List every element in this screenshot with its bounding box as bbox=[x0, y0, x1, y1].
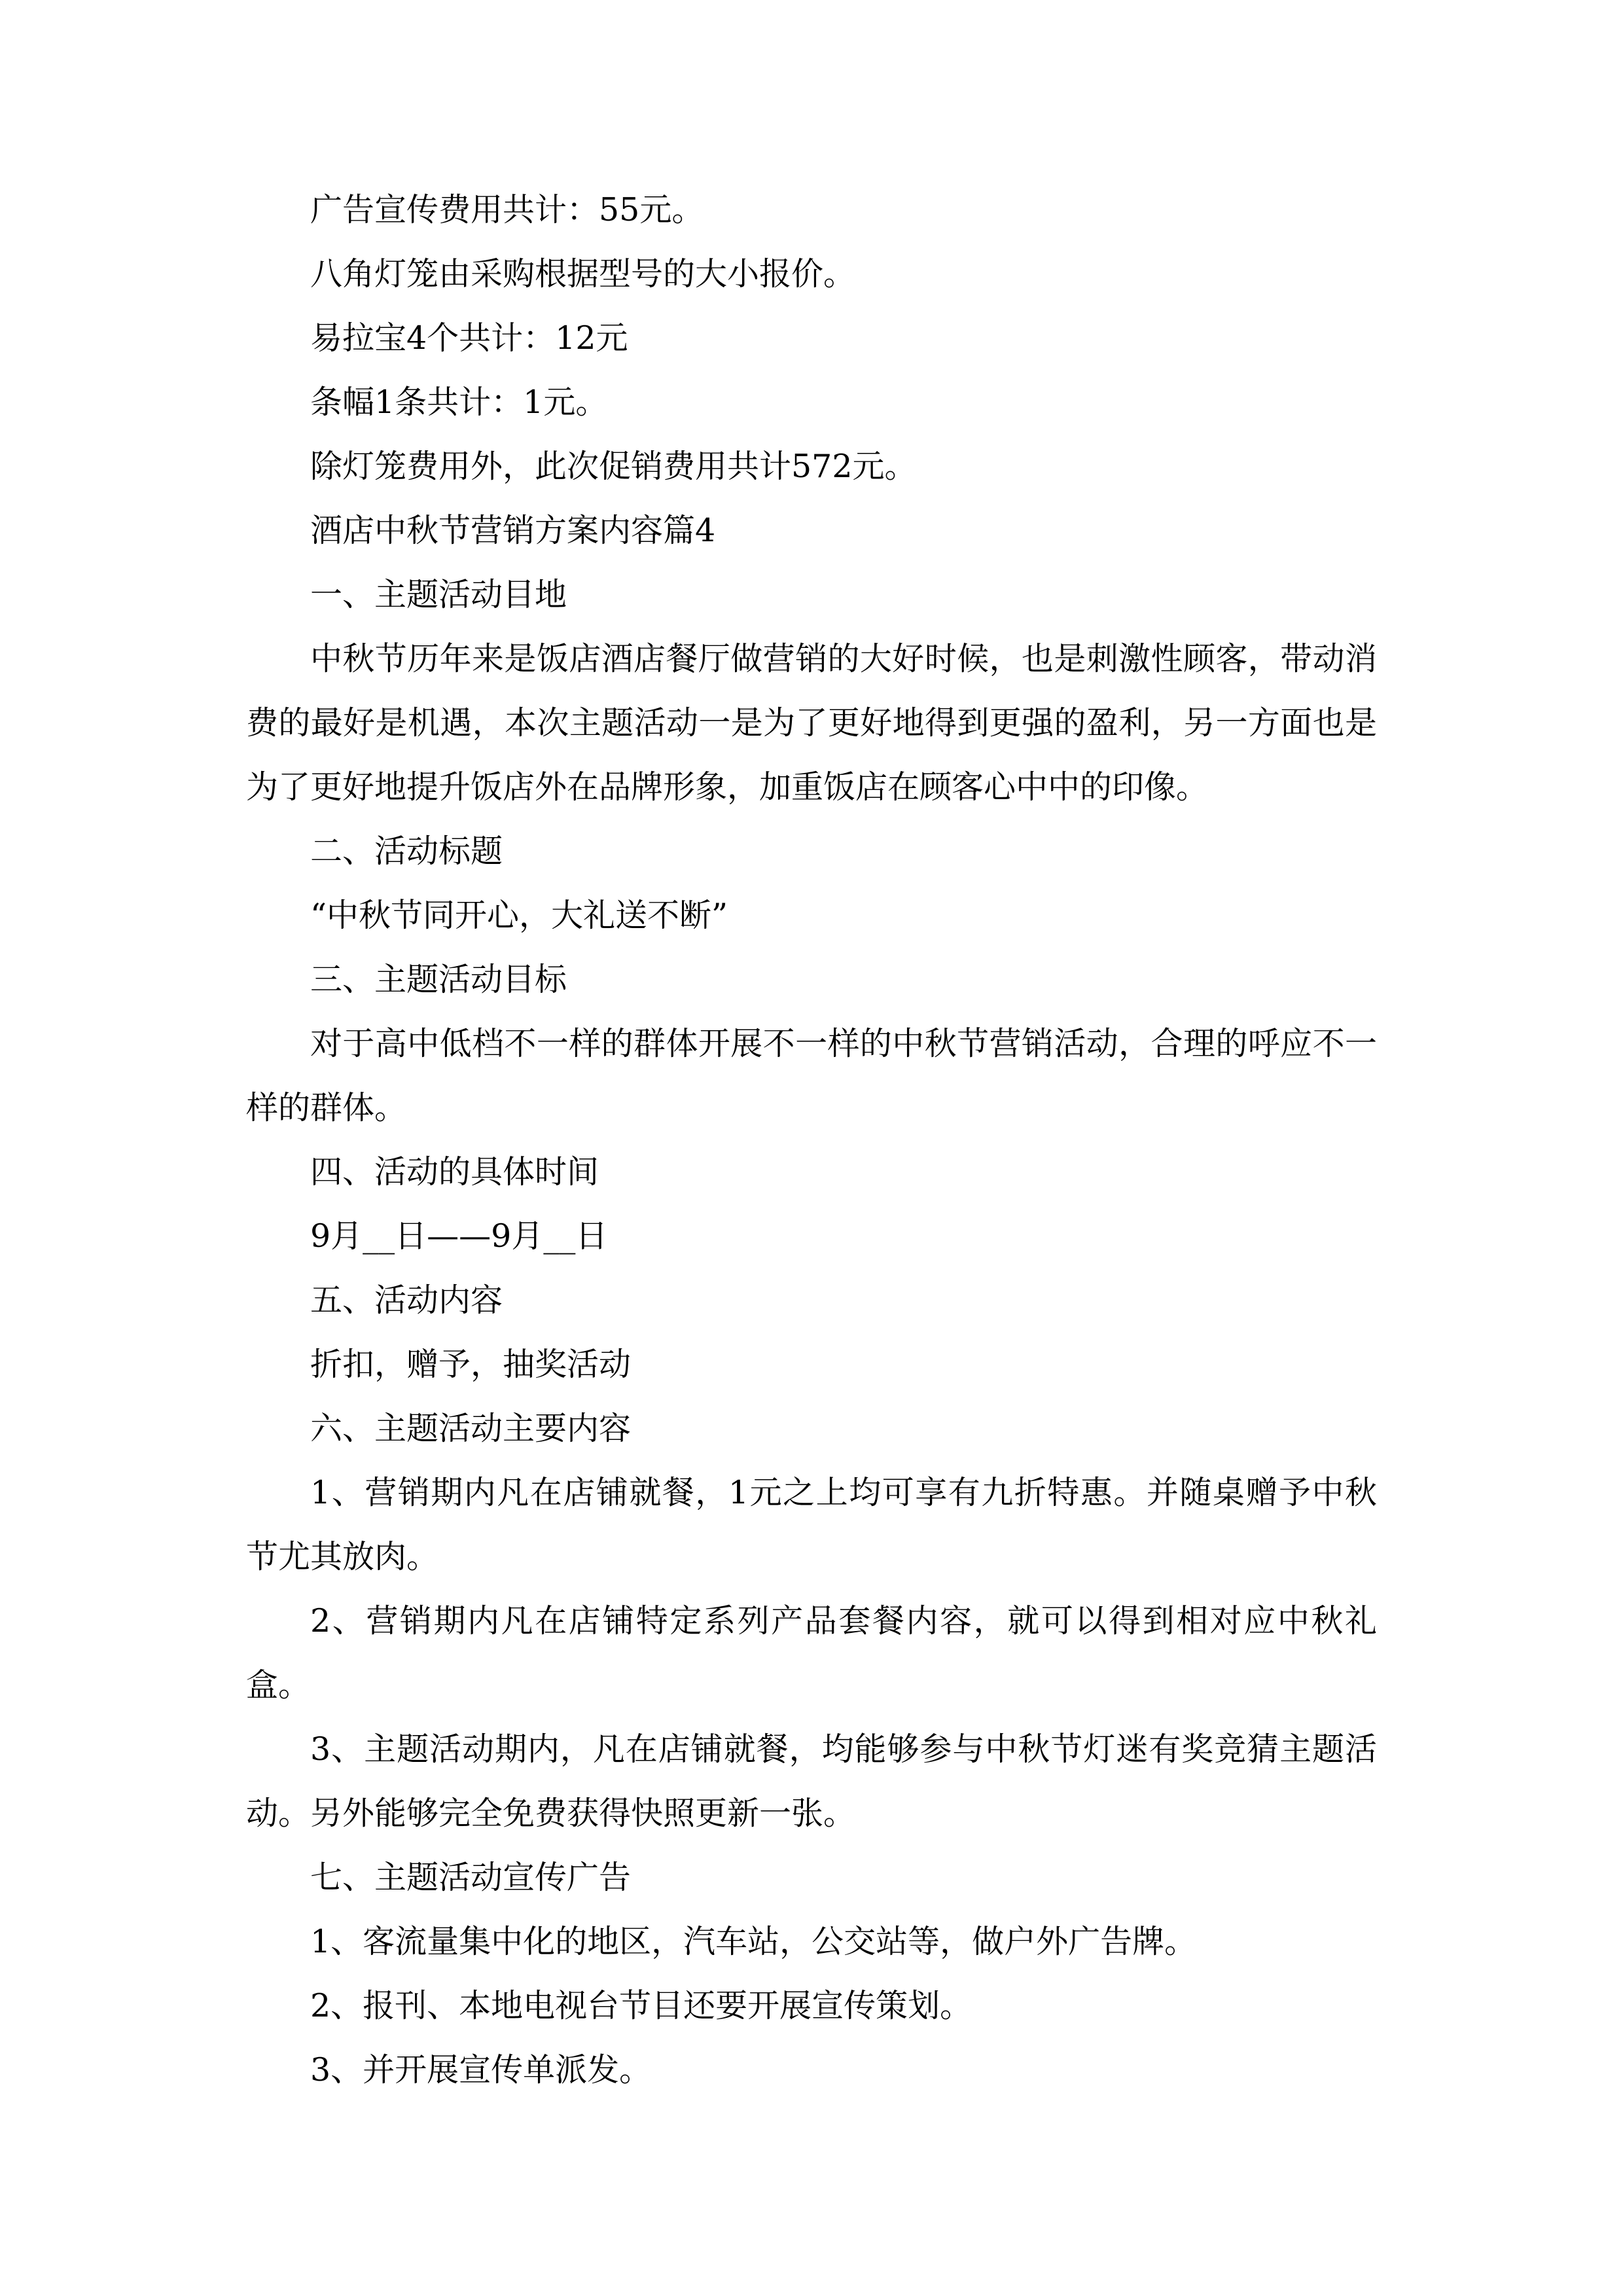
paragraph-ad-cost-total: 广告宣传费用共计：55元。 bbox=[310, 191, 704, 228]
heading-activity-purpose: 一、主题活动目地 bbox=[310, 576, 567, 613]
heading-promotion-ads: 七、主题活动宣传广告 bbox=[310, 1859, 632, 1896]
heading-activity-time: 四、活动的具体时间 bbox=[310, 1153, 599, 1191]
paragraph-rollup-banner-cost: 易拉宝4个共计：12元 bbox=[310, 319, 628, 357]
list-item-outdoor-billboards: 1、客流量集中化的地区，汽车站，公交站等，做户外广告牌。 bbox=[310, 1923, 1197, 1960]
list-item-flyer-distribution: 3、并开展宣传单派发。 bbox=[310, 2051, 652, 2089]
list-item-discount: 1、营销期内凡在店铺就餐，1元之上均可享有九折特惠。并随桌赠予中秋节尤其放肉。 bbox=[246, 1474, 1377, 1575]
list-item-gift-box: 2、营销期内凡在店铺特定系列产品套餐内容，就可以得到相对应中秋礼盒。 bbox=[246, 1602, 1377, 1704]
paragraph-lantern-quote: 八角灯笼由采购根据型号的大小报价。 bbox=[310, 255, 856, 293]
paragraph-activity-goal: 对于高中低档不一样的群体开展不一样的中秋节营销活动，合理的呼应不一样的群体。 bbox=[246, 1025, 1377, 1126]
paragraph-activity-types: 折扣，赠予，抽奖活动 bbox=[310, 1346, 632, 1383]
document-body bbox=[246, 178, 1377, 2102]
paragraph-banner-cost: 条幅1条共计：1元。 bbox=[310, 384, 608, 421]
paragraph-activity-dates: 9月__日——9月__日 bbox=[310, 1217, 608, 1255]
list-item-media-promotion: 2、报刊、本地电视台节目还要开展宣传策划。 bbox=[310, 1987, 972, 2024]
paragraph-activity-purpose: 中秋节历年来是饭店酒店餐厅做营销的大好时候，也是刺激性顾客，带动消费的最好是机遇，本次主题活动一是为了更好地得到更强的盈利，另一方面也是为了更好地提升饭店外在品牌形象，加重饭店在顾客心中中的印像。 bbox=[246, 640, 1377, 806]
list-item-lantern-riddles: 3、主题活动期内，凡在店铺就餐，均能够参与中秋节灯迷有奖竞猜主题活动。另外能够完全免费获得快照更新一张。 bbox=[246, 1731, 1377, 1832]
heading-activity-goal: 三、主题活动目标 bbox=[310, 961, 567, 998]
heading-main-content: 六、主题活动主要内容 bbox=[310, 1410, 632, 1447]
heading-activity-title: 二、活动标题 bbox=[310, 833, 503, 870]
paragraph-promotion-total: 除灯笼费用外，此次促销费用共计572元。 bbox=[310, 448, 917, 485]
section-title-plan-4: 酒店中秋节营销方案内容篇4 bbox=[310, 512, 716, 549]
paragraph-activity-slogan: “中秋节同开心，大礼送不断” bbox=[310, 897, 728, 934]
heading-activity-content: 五、活动内容 bbox=[310, 1282, 503, 1319]
